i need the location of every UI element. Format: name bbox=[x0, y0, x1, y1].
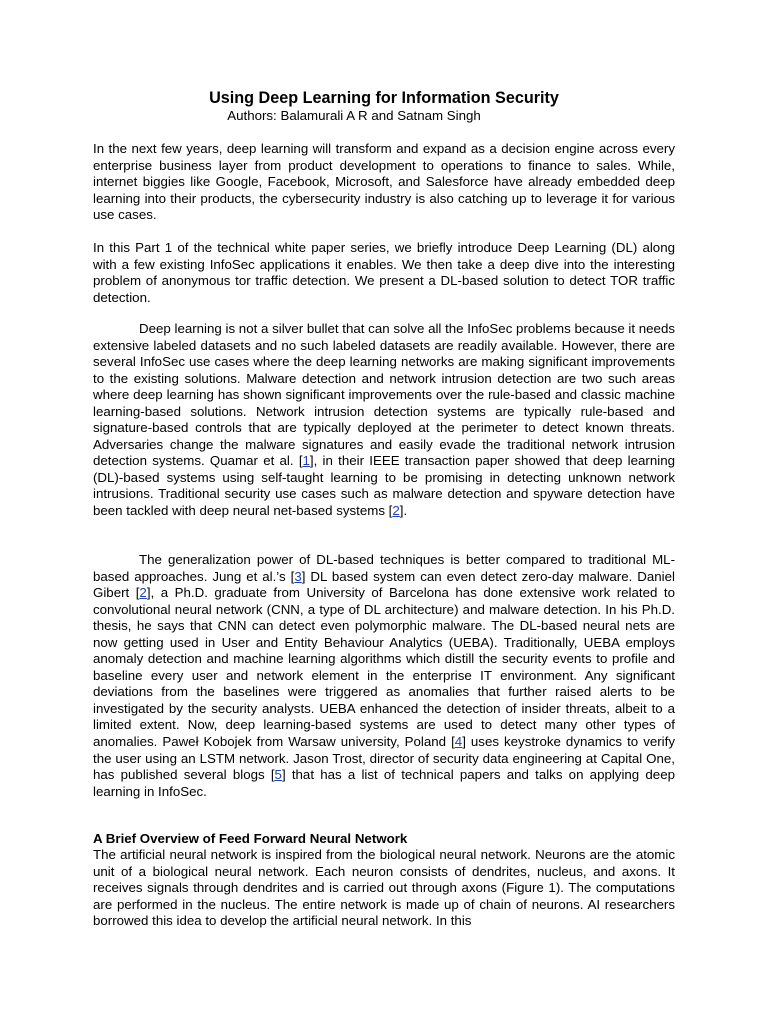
document-title: Using Deep Learning for Information Security bbox=[209, 89, 559, 107]
paragraph-neural-network: The artificial neural network is inspired from the biological neural network. Neurons are the atomic unit of a biological neural network. Each neuron consists of dendrites, nucleus, and axons. It receives signals through dendrites and is carried out through axons (Figure 1). The computations are performed in the nucleus. The entire network is made up of chain of neurons. AI researchers borrowed this idea to develop the artificial neural network. In this bbox=[93, 847, 675, 929]
citation-link-4[interactable]: 4 bbox=[454, 734, 463, 750]
section-heading: A Brief Overview of Feed Forward Neural Network bbox=[93, 831, 408, 846]
document-authors: Authors: Balamurali A R and Satnam Singh bbox=[227, 108, 481, 123]
citation-link-5[interactable]: 5 bbox=[274, 767, 282, 783]
paragraph-text: The generalization power of DL-based techniques is better compared to traditional ML-based approaches. Jung et al.’s [ bbox=[93, 552, 675, 584]
paragraph-text: ]. bbox=[399, 503, 408, 519]
paragraph-deep-learning bbox=[93, 321, 675, 520]
citation-link-1[interactable]: 1 bbox=[302, 453, 310, 469]
paragraph-text: ] DL based system can even detect zero-day malware. Daniel Gibert [ bbox=[93, 568, 675, 601]
paragraph-text: Deep learning is not a silver bullet that can solve all the InfoSec problems because it needs extensive labeled datasets and no such labeled datasets are readily available. However, there are several InfoSec use cases where the deep learning networks are making significant improvements to the existing solutions. Malware detection and network intrusion detection are two such areas where deep learning has shown significant improvements over the rule-based and classic machine learning-based solutions. Network intrusion detection systems are typically rule-based and signature-based controls that are typically deployed at the perimeter to detect known threats. Adversaries change the malware signatures and easily evade the traditional network intrusion detection systems. Quamar et al. [ bbox=[93, 321, 675, 469]
paragraph-text: ], a Ph.D. graduate from University of Barcelona has done extensive work related to convolutional neural network (CNN, a type of DL architecture) and malware detection. In his Ph.D. thesis, he says that CNN can detect even polymorphic malware. The DL-based neural nets are now getting used in User and Entity Behaviour Analytics (UEBA). Traditionally, UEBA employs anomaly detection and machine learning algorithms which distill the security events to profile and baseline every user and network element in the enterprise IT environment. Any significant deviations from the baselines were triggered as anomalies that further raised alerts to be investigated by the security analysts. UEBA enhanced the detection of insider threats, albeit to a limited extent. Now, deep learning-based systems are used to detect many other types of anomalies. Paweł Kobojek from Warsaw university, Poland [ bbox=[93, 585, 675, 750]
citation-link-2[interactable]: 2 bbox=[392, 503, 400, 519]
paragraph-text: ] uses keystroke dynamics to verify the user using an LSTM network. Jason Trost, director of security data engineering at Capital One, has published several blogs [ bbox=[93, 734, 675, 783]
paragraph-text: ], in their IEEE transaction paper showed that deep learning (DL)-based systems using self-taught learning to be promising in detecting unknown network intrusions. Traditional security use cases such as malware detection and spyware detection have been tackled with deep neural net-based systems [ bbox=[93, 453, 675, 519]
paragraph-intro: In the next few years, deep learning will transform and expand as a decision engine across every enterprise business layer from product development to operations to finance to sales. While, internet biggies like Google, Facebook, Microsoft, and Salesforce have already embedded deep learning into their products, the cybersecurity industry is also catching up to leverage it for various use cases. bbox=[93, 141, 675, 223]
paragraph-generalization bbox=[93, 552, 675, 800]
citation-link-3[interactable]: 3 bbox=[294, 568, 302, 584]
paragraph-part1: In this Part 1 of the technical white paper series, we briefly introduce Deep Learning (DL) along with a few existing InfoSec applications it enables. We then take a deep dive into the interesting problem of anonymous tor traffic detection. We present a DL-based solution to detect TOR traffic detection. bbox=[93, 240, 675, 305]
paragraph-text: ] that has a list of technical papers and talks on applying deep learning in InfoSec. bbox=[93, 767, 675, 799]
citation-link-2b[interactable]: 2 bbox=[139, 585, 147, 601]
